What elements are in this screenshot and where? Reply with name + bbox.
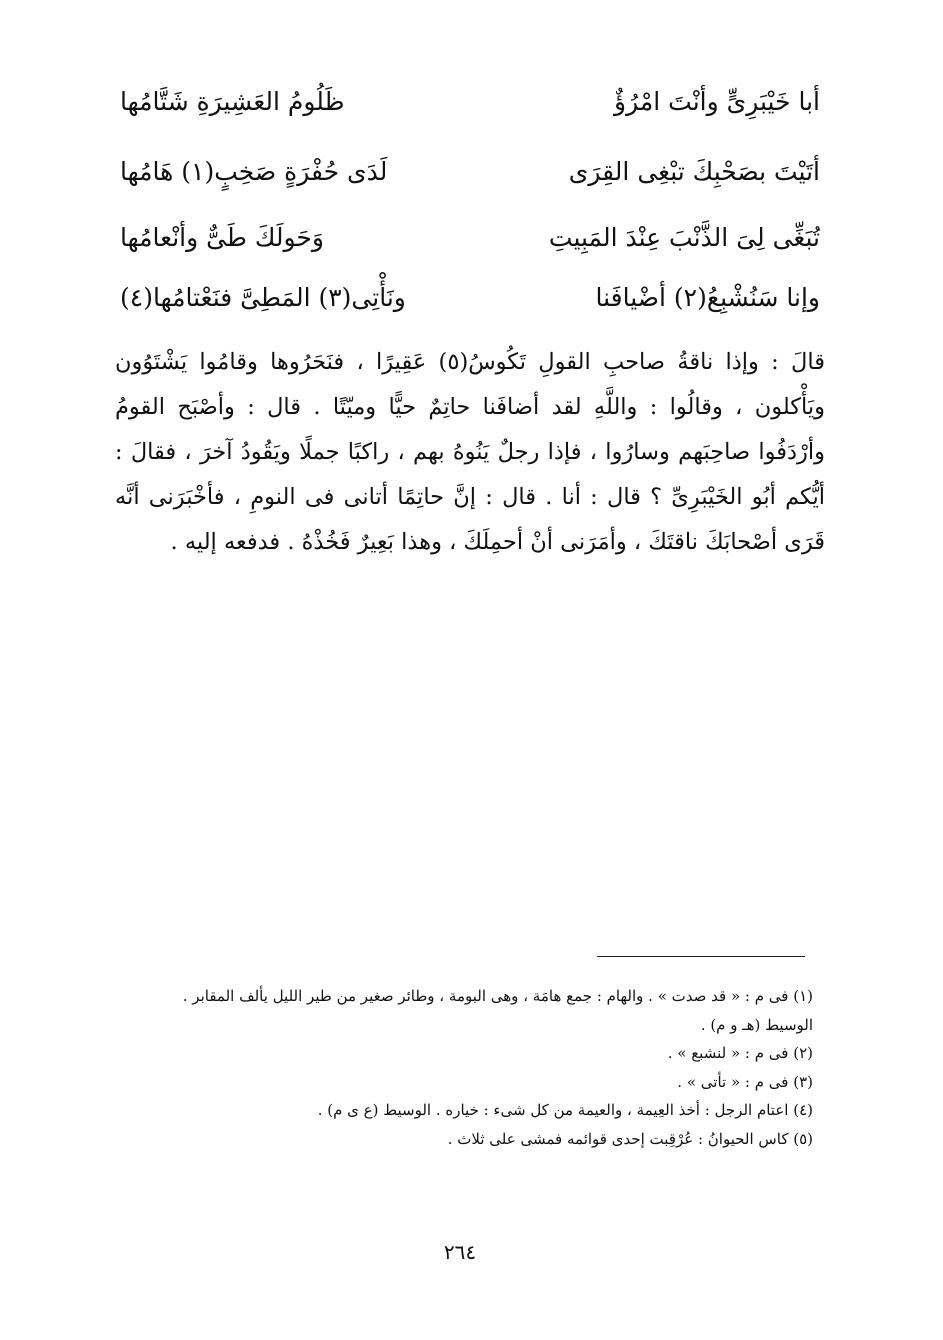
verse-second-hemistich: لَدَى حُفْرَةٍ صَخِبٍ(١) هَامُها bbox=[120, 157, 388, 186]
footnote: (٣) فى م : « تأتى » . bbox=[677, 1072, 813, 1091]
verse-second-hemistich: ظَلُومُ العَشِيرَةِ شَتَّامُها bbox=[120, 87, 345, 116]
verse-second-hemistich: وَحَولَكَ طَىٌّ وأنْعامُها bbox=[120, 223, 324, 252]
verse-first-hemistich: وإنا سَنُشْبِعُ(٢) أضْيافَنا bbox=[595, 283, 820, 312]
footnote: (٥) كاس الحيوانُ : عُرْقِبت إحدى قوائمه فمشى على ثلاث . bbox=[447, 1129, 813, 1148]
footnotes bbox=[113, 982, 813, 1153]
verse-second-hemistich: ونَأْتِى(٣) المَطِىَّ فنَعْتامُها(٤) bbox=[120, 283, 406, 312]
verse-line bbox=[120, 152, 820, 212]
verse-first-hemistich: تُبَغِّى لِىَ الذَّنْبَ عِنْدَ المَبِيتِ bbox=[548, 223, 820, 252]
verse-first-hemistich: أتَيْتَ بصَحْبِكَ تبْغِى القِرَى bbox=[568, 157, 820, 186]
footnote: (١) فى م : « قد صدت » . والهام : جمع هامَة ، وهى البومة ، وطائر صغير من طير الليل يألف المقابر . bbox=[182, 987, 813, 1005]
verse-first-hemistich: أبا خَيْبَرِىٍّ وأنْتَ امْرُؤٌ bbox=[614, 87, 820, 116]
footnote: (٤) اعتام الرجل : أخذ العِيمة ، والعيمة من كل شىء : خياره . الوسيط (ع ى م) . bbox=[317, 1101, 813, 1119]
footnote: الوسيط (هـ و م) . bbox=[700, 1015, 813, 1034]
verse-line bbox=[120, 278, 820, 338]
verse-line bbox=[120, 82, 820, 142]
page-number: ٢٦٤ bbox=[443, 1240, 477, 1264]
prose-paragraph: قالَ : وإذا ناقةُ صاحبِ القولِ تَكُوسُ(٥) عَقِيرًا ، فنَحَرُوها وقامُوا يَشْتَوُون ويَأْكلون ، وقالُوا : واللَّهِ لقد أضافَنا حاتِمٌ حيًّا وميّتًا . قال : وأصْبَح القومُ وأرْدَفُوا صاحِبَهم وسارُوا ، فإذا رجلٌ يَنُوهُ بهم ، راكبًا جملًا ويَقُودُ آخرَ ، فقالَ : أيُّكم أبُو الخَيْبَرِىِّ ؟ قال : أنا . قال : إنَّ حاتِمًا أتانى فى النومِ ، فأخْبَرَنى أنَّه قَرَى أصْحابَكَ ناقتَكَ ، وأمَرَنى أنْ أحمِلَكَ ، وهذا بَعِيرٌ فَخُذْهُ . فدفعه إليه . bbox=[115, 349, 826, 555]
footnote: (٢) فى م : « لنشبع » . bbox=[667, 1044, 813, 1062]
verse-line bbox=[120, 218, 820, 278]
footnote-separator bbox=[597, 956, 805, 957]
